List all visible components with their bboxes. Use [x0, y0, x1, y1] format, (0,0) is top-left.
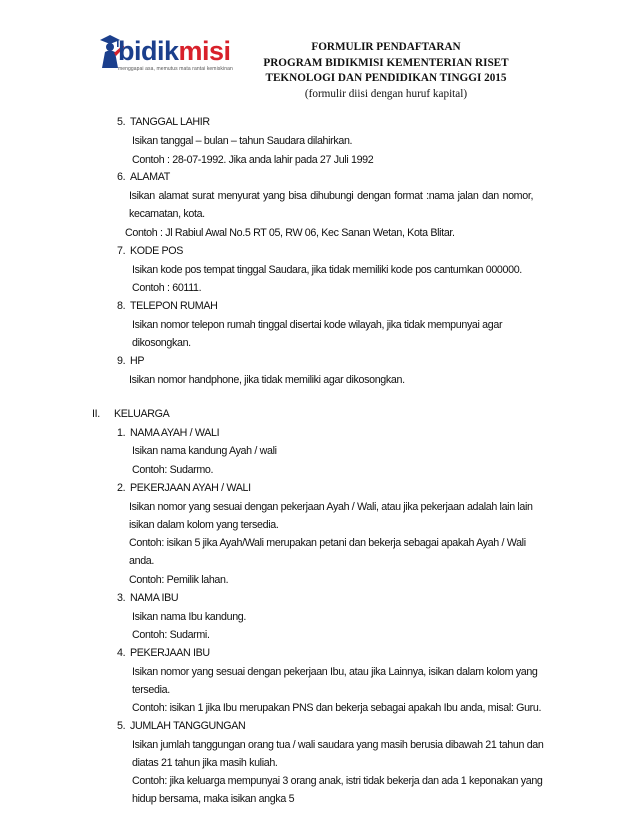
item-description: Isikan nama Ibu kandung.	[132, 610, 246, 623]
item-example: Contoh: Pemilik lahan.	[129, 573, 229, 586]
header-note: (formulir diisi dengan huruf kapital)	[304, 87, 468, 100]
item-heading: 5. TANGGAL LAHIR	[117, 116, 210, 128]
item-description: dikosongkan.	[132, 337, 191, 350]
item-description: Isikan nomor telepon rumah tinggal disertai kode wilayah, jika tidak mempunyai agar	[132, 319, 503, 332]
item-heading: 8. TELEPON RUMAH	[117, 300, 218, 313]
item-description: Isikan nama kandung Ayah / wali	[132, 444, 277, 457]
item-example: Contoh: isikan 1 jika Ibu merupakan PNS dan bekerja sebagai apakah Ibu anda, misal: Guru.	[132, 701, 542, 714]
item-example: hidup bersama, maka isikan angka 5	[132, 793, 295, 805]
item-example: anda.	[129, 554, 154, 567]
item-description: Isikan kode pos tempat tinggal Saudara, jika tidak memiliki kode pos cantumkan 000000.	[132, 264, 522, 277]
item-heading: 6. ALAMAT	[117, 171, 170, 184]
item-heading: 9. HP	[117, 355, 145, 368]
item-description: isikan dalam kolom yang tersedia.	[129, 518, 279, 531]
item-example: Contoh: jika keluarga mempunyai 3 orang anak, istri tidak bekerja dan ada 1 keponakan yang	[132, 775, 543, 787]
header-ministry: TEKNOLOGI DAN PENDIDIKAN TINGGI 2015	[265, 72, 507, 84]
item-heading: 7. KODE POS	[117, 245, 184, 258]
item-heading: 1. NAMA AYAH / WALI	[117, 426, 220, 439]
item-heading: 2. PEKERJAAN AYAH / WALI	[117, 481, 251, 494]
item-description: Isikan jumlah tanggungan orang tua / wali saudara yang masih berusia dibawah 21 tahun dan	[132, 738, 544, 751]
item-description: kecamatan, kota.	[129, 208, 205, 221]
item-example: Contoh : Jl Rabiul Awal No.5 RT 05, RW 06, Kec Sanan Wetan, Kota Blitar.	[125, 227, 455, 240]
item-example: Contoh: isikan 5 jika Ayah/Wali merupakan petani dan bekerja sebagai apakah Ayah / Wali	[129, 536, 526, 549]
item-description: Isikan nomor yang sesuai dengan pekerjaan Ayah / Wali, atau jika pekerjaan adalah lain lain	[129, 500, 533, 513]
item-heading: 5. JUMLAH TANGGUNGAN	[117, 719, 246, 732]
item-example: Contoh: Sudarmi.	[132, 628, 210, 641]
item-description: Isikan nomor yang sesuai dengan pekerjaan Ibu, atau jika Lainnya, isikan dalam kolom yang	[132, 665, 538, 678]
header-title: FORMULIR PENDAFTARAN	[311, 41, 461, 53]
item-example: Contoh : 28-07-1992. Jika anda lahir pada 27 Juli 1992	[132, 154, 374, 166]
item-heading: 4. PEKERJAAN IBU	[117, 646, 210, 659]
item-example: Contoh: Sudarmo.	[132, 463, 214, 476]
header-program: PROGRAM BIDIKMISI KEMENTERIAN RISET	[263, 56, 509, 69]
item-description: diatas 21 tahun jika masih kuliah.	[132, 756, 278, 769]
item-description: Isikan alamat surat menyurat yang bisa dihubungi dengan format :nama jalan dan nomor,	[129, 190, 534, 203]
item-heading: 3. NAMA IBU	[117, 591, 179, 604]
item-description: Isikan tanggal – bulan – tahun Saudara dilahirkan.	[132, 135, 353, 147]
item-description: Isikan nomor handphone, jika tidak memiliki agar dikosongkan.	[129, 374, 405, 387]
logo-tagline: menggapai asa, memutus mata rantai kemiskinan	[118, 66, 233, 72]
item-description: tersedia.	[132, 683, 170, 696]
logo-wordmark: bidikmisi	[118, 36, 231, 66]
item-example: Contoh : 60111.	[132, 282, 202, 295]
section-heading: II. KELUARGA	[92, 407, 170, 420]
